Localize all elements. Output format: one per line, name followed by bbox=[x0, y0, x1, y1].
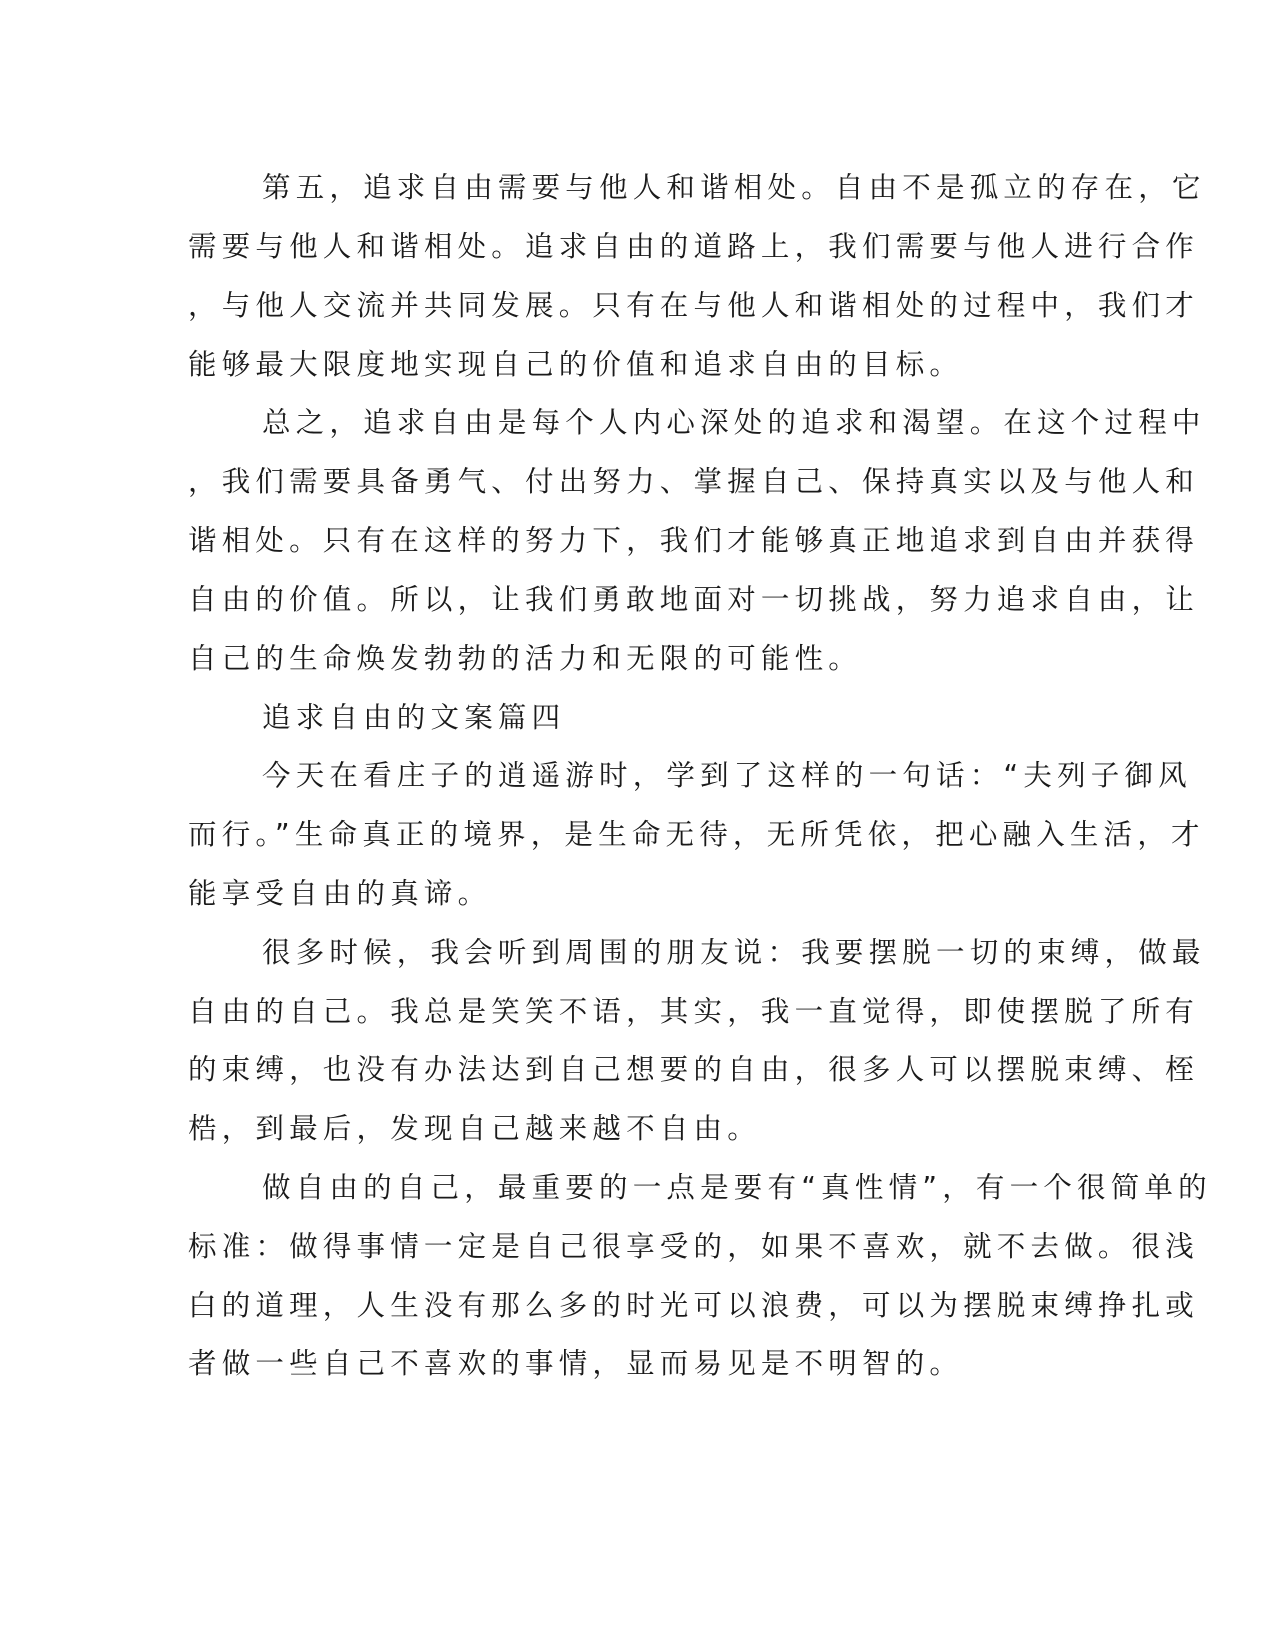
zhuangzi-line-3: 能享受自由的真谛。 bbox=[188, 877, 492, 910]
paragraph-5-line-2: 需要与他人和谐相处。追求自由的道路上，我们需要与他人进行合作 bbox=[188, 230, 1200, 263]
summary-line-2: ，我们需要具备勇气、付出努力、掌握自己、保持真实以及与他人和 bbox=[188, 465, 1200, 498]
section-heading: 追求自由的文案篇四 bbox=[262, 701, 566, 734]
summary-line-4: 自由的价值。所以，让我们勇敢地面对一切挑战，努力追求自由，让 bbox=[188, 583, 1200, 616]
summary-line-3: 谐相处。只有在这样的努力下，我们才能够真正地追求到自由并获得 bbox=[188, 524, 1200, 557]
zhuangzi-line-1: 今天在看庄子的逍遥游时，学到了这样的一句话：“夫列子御风 bbox=[262, 759, 1192, 792]
friends-line-2: 自由的自己。我总是笑笑不语，其实，我一直觉得，即使摆脱了所有 bbox=[188, 995, 1200, 1028]
true-self-line-4: 者做一些自己不喜欢的事情，显而易见是不明智的。 bbox=[188, 1347, 964, 1380]
true-self-line-3: 白的道理，人生没有那么多的时光可以浪费，可以为摆脱束缚挣扎或 bbox=[188, 1289, 1200, 1322]
paragraph-5-line-3: ，与他人交流并共同发展。只有在与他人和谐相处的过程中，我们才 bbox=[188, 289, 1200, 322]
summary-line-5: 自己的生命焕发勃勃的活力和无限的可能性。 bbox=[188, 642, 863, 675]
paragraph-5-line-1: 第五，追求自由需要与他人和谐相处。自由不是孤立的存在，它 bbox=[262, 171, 1206, 204]
zhuangzi-line-2: 而行。”生命真正的境界，是生命无待，无所凭依，把心融入生活，才 bbox=[188, 818, 1205, 851]
paragraph-5-line-4: 能够最大限度地实现自己的价值和追求自由的目标。 bbox=[188, 348, 964, 381]
friends-line-4: 梏，到最后，发现自己越来越不自由。 bbox=[188, 1112, 761, 1145]
summary-line-1: 总之，追求自由是每个人内心深处的追求和渴望。在这个过程中 bbox=[262, 406, 1206, 439]
true-self-line-1: 做自由的自己，最重要的一点是要有“真性情”，有一个很简单的 bbox=[262, 1171, 1212, 1204]
friends-line-1: 很多时候，我会听到周围的朋友说：我要摆脱一切的束缚，做最 bbox=[262, 936, 1206, 969]
true-self-line-2: 标准：做得事情一定是自己很享受的，如果不喜欢，就不去做。很浅 bbox=[188, 1230, 1200, 1263]
friends-line-3: 的束缚，也没有办法达到自己想要的自由，很多人可以摆脱束缚、桎 bbox=[188, 1053, 1200, 1086]
